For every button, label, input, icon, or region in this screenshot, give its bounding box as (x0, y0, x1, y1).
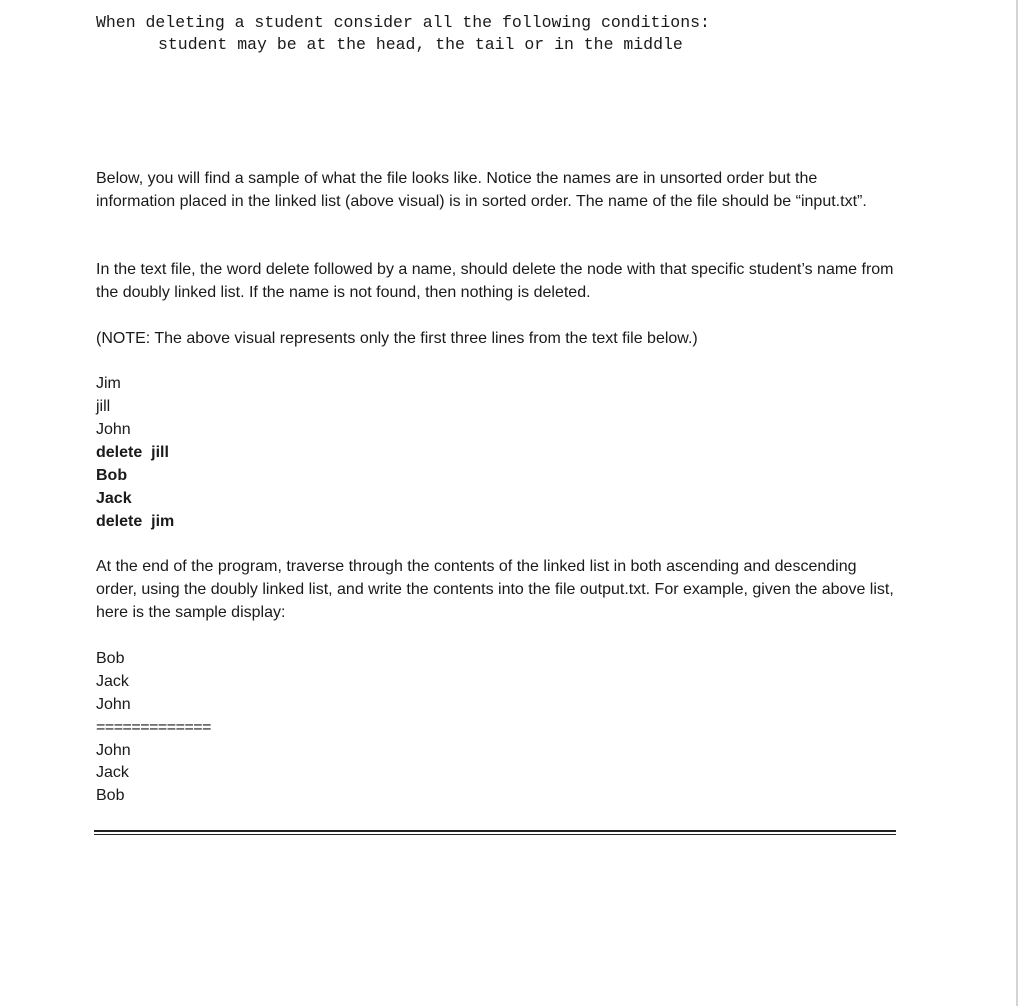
input-line-jill: jill (96, 398, 111, 415)
input-line-jim: Jim (96, 375, 121, 392)
output-line-6: Jack (96, 764, 129, 781)
paragraph-sample-intro: Below, you will find a sample of what the file looks like. Notice the names are in unsorted order but the information placed in the linked list (above visual) is in sorted order. The name of the file should be “input.txt”. (96, 170, 867, 210)
code-line-conditions: When deleting a student consider all the following conditions: (96, 13, 710, 32)
output-line-3: John (96, 696, 131, 713)
page-edge (1016, 0, 1018, 1006)
output-line-5: John (96, 742, 131, 759)
output-separator: ============= (96, 719, 211, 736)
paragraph-delete-rule: In the text file, the word delete followed by a name, should delete the node with that specific student’s name from the doubly linked list. If the name is not found, then nothing is deleted. (96, 261, 894, 301)
output-line-1: Bob (96, 650, 125, 667)
input-line-john: John (96, 421, 131, 438)
section-divider (94, 830, 896, 835)
code-line-positions: student may be at the head, the tail or in the middle (158, 35, 683, 54)
output-line-7: Bob (96, 787, 125, 804)
paragraph-output-instructions: At the end of the program, traverse through the contents of the linked list in both ascending and descending order, using the doubly linked list, and write the contents into the file output.txt. For example, given the above list, here is the sample display: (96, 558, 894, 621)
input-line-delete-jill: delete jill (96, 444, 169, 461)
input-line-jack: Jack (96, 490, 132, 507)
input-line-delete-jim: delete jim (96, 513, 175, 530)
input-line-bob: Bob (96, 467, 128, 484)
output-line-2: Jack (96, 673, 129, 690)
paragraph-note: (NOTE: The above visual represents only the first three lines from the text file below.) (96, 330, 698, 347)
